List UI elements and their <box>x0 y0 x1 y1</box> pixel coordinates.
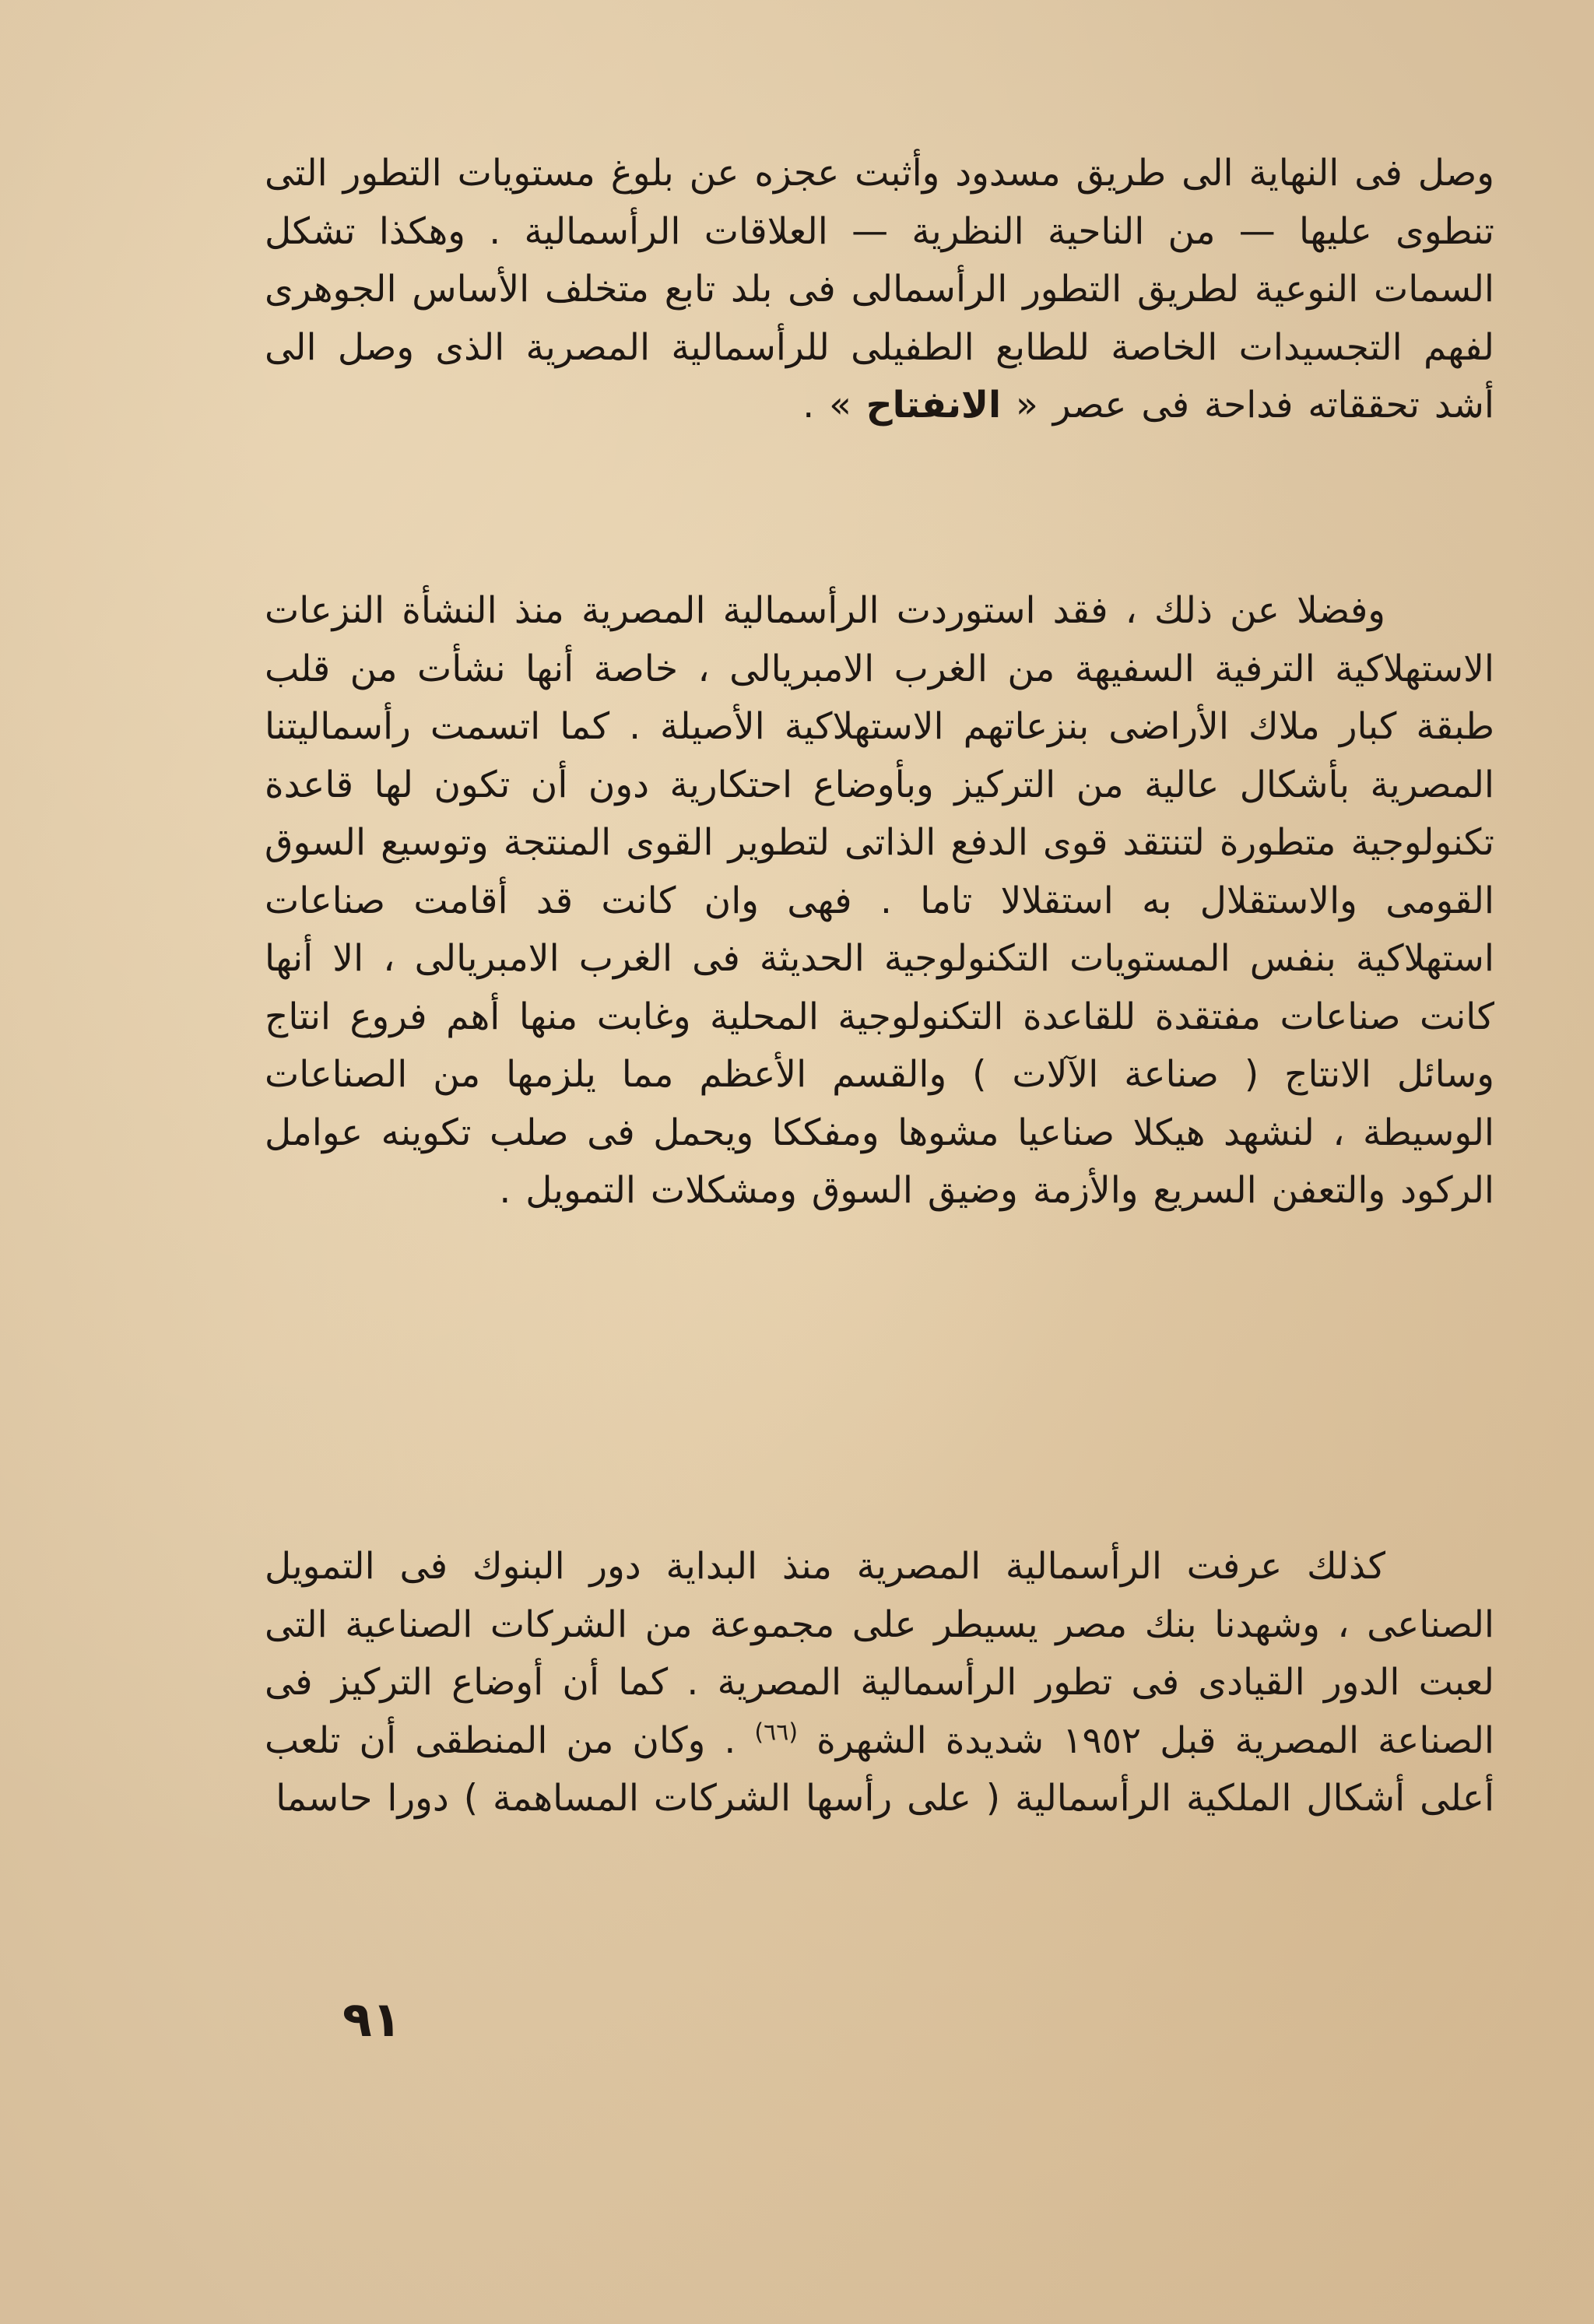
paragraph-1-text: وصل فى النهاية الى طريق مسدود وأثبت عجزه عن بلوغ مستويات التطور التى تنطوى عليها — من الناحية النظرية — العلاقات الرأسمالية . وهكذا تشكل السمات النوعية لطريق التطور الرأسمالى فى بلد تابع متخلف الأساس الجوهرى لفهم التجسيدات الخاصة للطابع الطفيلى للرأسمالية المصرية الذى وصل الى أشد تحققاته فداحة فى عصر « <box>265 152 1494 427</box>
infitah-term: الانفتاح <box>865 384 1002 427</box>
paragraph-1-end: » . <box>802 384 851 427</box>
paragraph-3 <box>265 1538 1494 1828</box>
paragraph-1 <box>265 145 1494 435</box>
page-number: ٩١ <box>342 1991 402 2048</box>
paragraph-3-text-a: كذلك عرفت الرأسمالية المصرية منذ البداية دور البنوك فى التمويل الصناعى ، وشهدنا بنك مصر يسيطر على مجموعة من الشركات الصناعية التى لعبت الدور القيادى فى تطور الرأسمالية المصرية . كما أن أوضاع التركيز فى الصناعة المصرية قبل ١٩٥٢ شديدة الشهرة <box>265 1545 1494 1762</box>
paragraph-3-text-b: . وكان من المنطقى أن تلعب أعلى أشكال الملكية الرأسمالية ( على رأسها الشركات المساهمة ) دورا حاسما <box>265 1718 1494 1820</box>
footnote-reference: (٦٦) <box>754 1718 799 1746</box>
paragraph-2: وفضلا عن ذلك ، فقد استوردت الرأسمالية المصرية منذ النشأة النزعات الاستهلاكية الترفية السفيهة من الغرب الامبريالى ، خاصة أنها نشأت من قلب طبقة كبار ملاك الأراضى بنزعاتهم الاستهلاكية الأصيلة . كما اتسمت رأسماليتنا المصرية بأشكال عالية من التركيز وبأوضاع احتكارية دون أن تكون لها قاعدة تكنولوجية متطورة لتنتقد قوى الدفع الذاتى لتطوير القوى المنتجة وتوسيع السوق القومى والاستقلال به استقلالا تاما . فهى وان كانت قد أقامت صناعات استهلاكية بنفس المستويات التكنولوجية الحديثة فى الغرب الامبريالى ، الا أنها كانت صناعات مفتقدة للقاعدة التكنولوجية المحلية وغابت منها أهم فروع انتاج وسائل الانتاج ( صناعة الآلات ) والقسم الأعظم مما يلزمها من الصناعات الوسيطة ، لنشهد هيكلا صناعيا مشوها ومفككا ويحمل فى صلب تكوينه عوامل الركود والتعفن السريع والأزمة وضيق السوق ومشكلات التمويل . <box>265 589 1494 1212</box>
